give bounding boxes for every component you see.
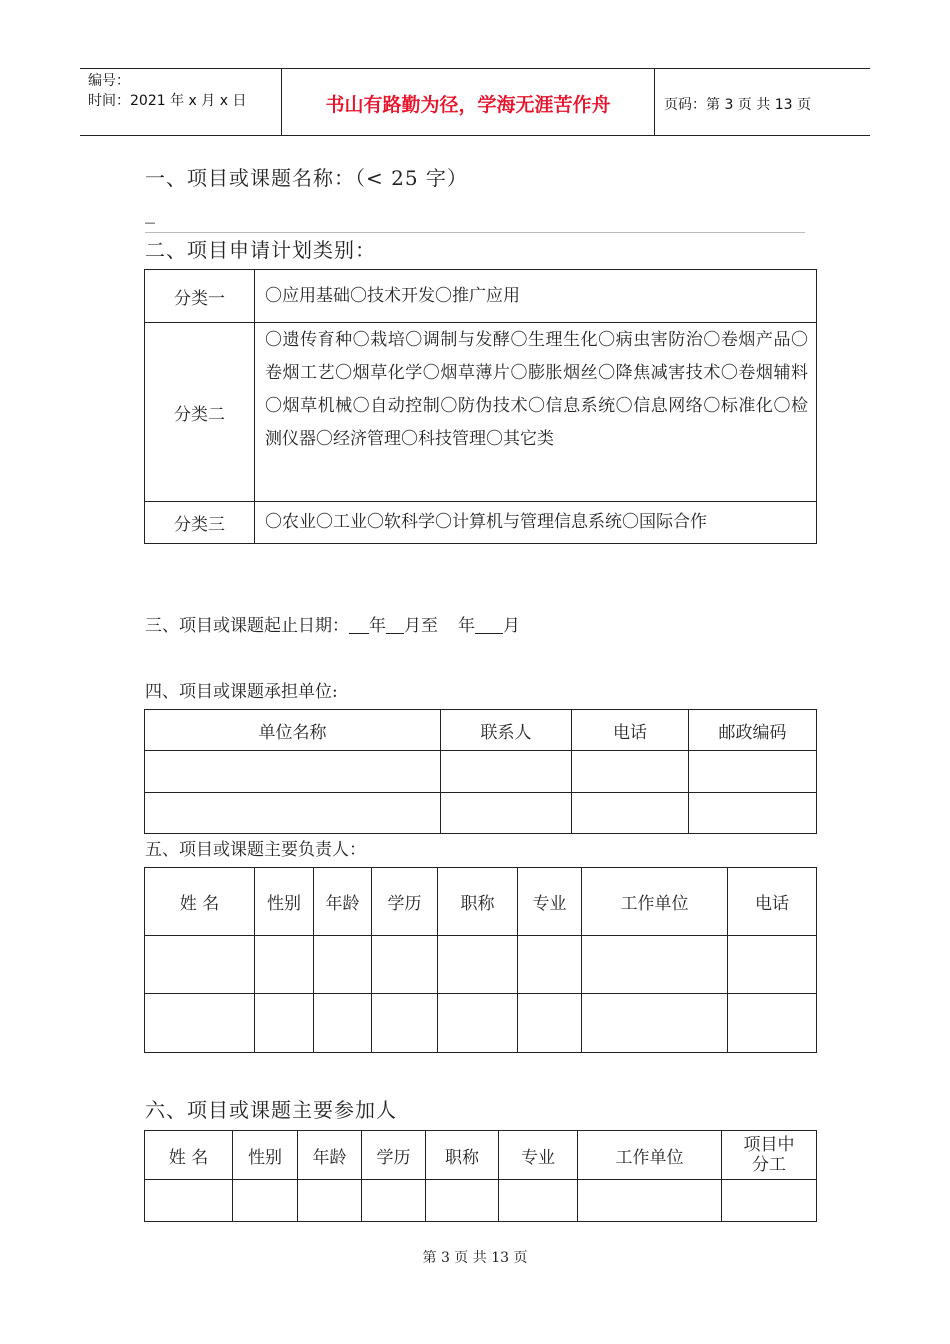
participant-header-title: 职称 (426, 1131, 499, 1180)
leader-cell[interactable] (372, 994, 438, 1053)
participant-row (145, 1180, 817, 1222)
category-options-2: 〇遗传育种〇栽培〇调制与发酵〇生理生化〇病虫害防治〇卷烟产品〇卷烟工艺〇烟草化学〇烟草薄片〇膨胀烟丝〇降焦减害技术〇卷烟辅料〇烟草机械〇自动控制〇防伪技术〇信息系统〇信息网络〇标准化〇检测仪器〇经济管理〇科技管理〇其它类 (255, 323, 817, 502)
page-footer: 第 3 页 共 13 页 (422, 1250, 528, 1266)
leader-cell[interactable] (145, 994, 255, 1053)
leader-header-age: 年龄 (314, 868, 372, 936)
unit-cell[interactable] (689, 751, 817, 793)
section1-title: 一、项目或课题名称：（< 25 字） (145, 166, 468, 190)
participant-header-major: 专业 (499, 1131, 578, 1180)
section3-year2: 年 (458, 616, 475, 636)
unit-row (145, 793, 817, 834)
section2-title: 二、项目申请计划类别： (145, 238, 376, 262)
unit-header-phone: 电话 (572, 710, 689, 751)
leader-header-major: 专业 (518, 868, 582, 936)
participant-cell[interactable] (298, 1180, 362, 1222)
section3-prefix: 三、项目或课题起止日期： (145, 616, 349, 636)
participant-header-name: 姓 名 (145, 1131, 233, 1180)
header-bottom-rule (80, 135, 870, 136)
participant-header-row (145, 1131, 817, 1180)
participant-cell[interactable] (426, 1180, 499, 1222)
leader-cell[interactable] (582, 994, 728, 1053)
leader-cell[interactable] (518, 936, 582, 994)
header-page-label: 页码：第 3 页 共 13 页 (664, 97, 811, 113)
unit-header-row (145, 710, 817, 751)
header-motto: 书山有路勤为径，学海无涯苦作舟 (325, 94, 611, 116)
category-label-3: 分类三 (145, 502, 255, 544)
participant-header-education: 学历 (362, 1131, 426, 1180)
leader-header-workplace: 工作单位 (582, 868, 728, 936)
participant-cell[interactable] (233, 1180, 298, 1222)
leader-cell[interactable] (438, 936, 518, 994)
header-time-label: 时间：2021 年 x 月 x 日 (88, 93, 247, 109)
participant-header-gender: 性别 (233, 1131, 298, 1180)
category-options-1: 〇应用基础〇技术开发〇推广应用 (255, 270, 817, 323)
unit-cell[interactable] (572, 751, 689, 793)
unit-cell[interactable] (572, 793, 689, 834)
leader-cell[interactable] (728, 994, 817, 1053)
participant-cell[interactable] (362, 1180, 426, 1222)
section3-date-line (145, 611, 520, 636)
unit-table (144, 709, 817, 834)
unit-row (145, 751, 817, 793)
participant-table (144, 1130, 817, 1222)
leader-header-gender: 性别 (255, 868, 314, 936)
unit-header-postcode: 邮政编码 (689, 710, 817, 751)
unit-cell[interactable] (145, 793, 441, 834)
category-label-2: 分类二 (145, 323, 255, 502)
leader-header-name: 姓 名 (145, 868, 255, 936)
leader-cell[interactable] (372, 936, 438, 994)
participant-header-age: 年龄 (298, 1131, 362, 1180)
leader-cell[interactable] (145, 936, 255, 994)
section3-month1: 月至 (404, 616, 438, 636)
header-number-label: 编号： (88, 73, 130, 89)
leader-cell[interactable] (728, 936, 817, 994)
leader-cell[interactable] (518, 994, 582, 1053)
header-divider-right (654, 68, 655, 136)
participant-cell[interactable] (499, 1180, 578, 1222)
leader-cell[interactable] (255, 994, 314, 1053)
unit-cell[interactable] (689, 793, 817, 834)
participant-cell[interactable] (722, 1180, 817, 1222)
section3-year1: 年 (369, 616, 386, 636)
section4-title: 四、项目或课题承担单位: (145, 682, 338, 702)
start-month-blank (386, 615, 404, 634)
category-row-1 (145, 270, 817, 323)
unit-header-contact: 联系人 (441, 710, 572, 751)
leader-cell[interactable] (582, 936, 728, 994)
section1-underline (145, 232, 805, 233)
leader-table (144, 867, 817, 1053)
section5-title: 五、项目或课题主要负责人： (145, 840, 366, 860)
header-top-rule (80, 68, 870, 69)
participant-cell[interactable] (578, 1180, 722, 1222)
leader-cell[interactable] (314, 936, 372, 994)
unit-cell[interactable] (145, 751, 441, 793)
participant-cell[interactable] (145, 1180, 233, 1222)
unit-cell[interactable] (441, 793, 572, 834)
leader-cell[interactable] (314, 994, 372, 1053)
section1-blank: _ (145, 200, 156, 224)
category-table (144, 269, 817, 544)
unit-cell[interactable] (441, 751, 572, 793)
leader-row (145, 994, 817, 1053)
leader-row (145, 936, 817, 994)
leader-header-row (145, 868, 817, 936)
section3-month2: 月 (503, 616, 520, 636)
leader-cell[interactable] (438, 994, 518, 1053)
unit-header-name: 单位名称 (145, 710, 441, 751)
category-options-3: 〇农业〇工业〇软科学〇计算机与管理信息系统〇国际合作 (255, 502, 817, 544)
end-month-blank (475, 615, 503, 634)
leader-header-title: 职称 (438, 868, 518, 936)
leader-header-education: 学历 (372, 868, 438, 936)
participant-header-workplace: 工作单位 (578, 1131, 722, 1180)
participant-header-role: 项目中分工 (722, 1131, 817, 1180)
category-row-3 (145, 502, 817, 544)
leader-header-phone: 电话 (728, 868, 817, 936)
category-label-1: 分类一 (145, 270, 255, 323)
leader-cell[interactable] (255, 936, 314, 994)
start-year-blank (349, 615, 369, 634)
category-row-2 (145, 323, 817, 502)
section6-title: 六、项目或课题主要参加人 (145, 1098, 397, 1122)
